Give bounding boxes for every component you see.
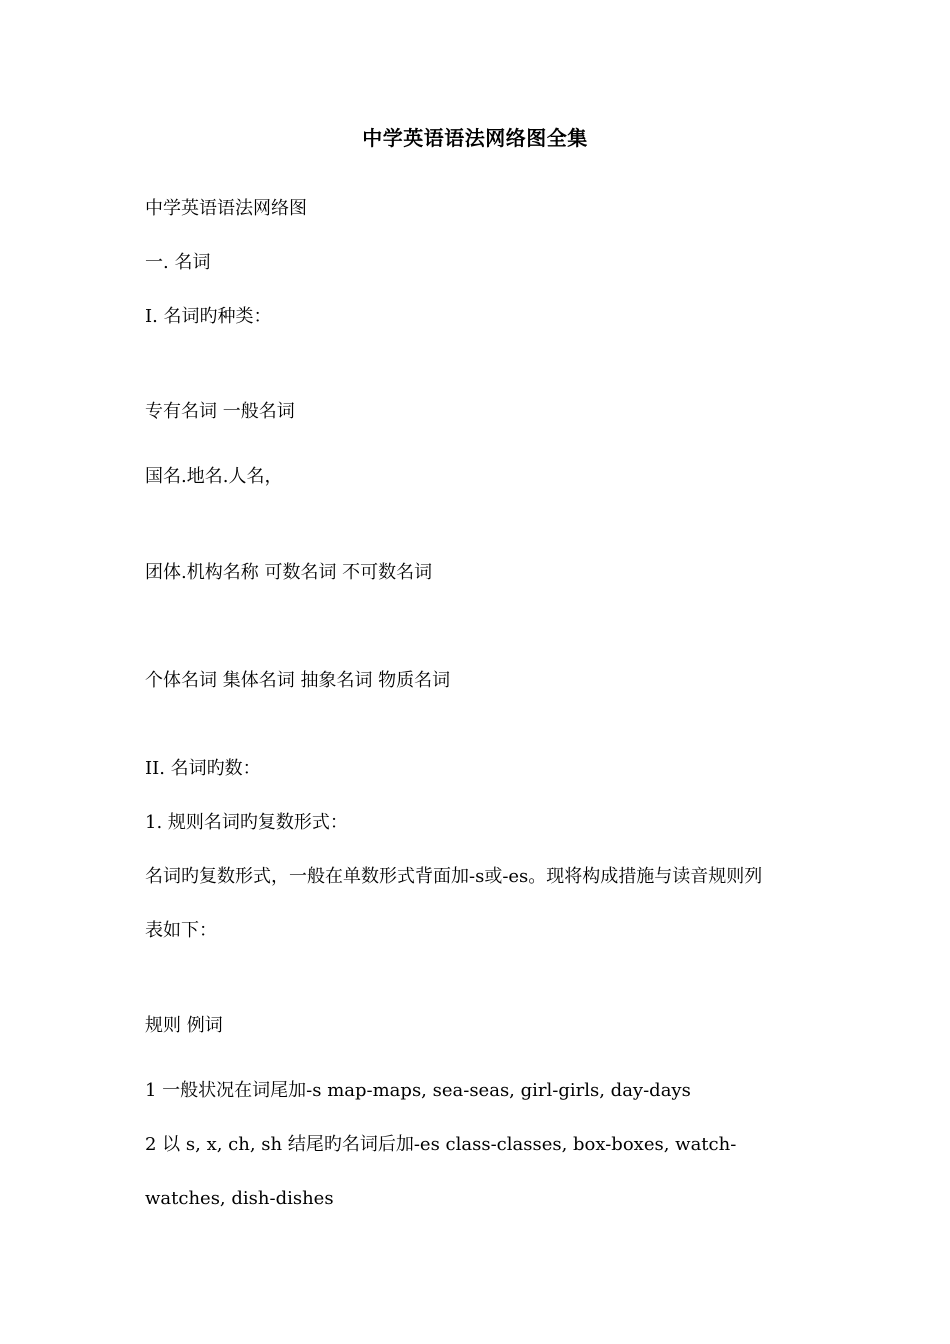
subtitle-line: 中学英语语法网络图: [145, 198, 307, 219]
subsection-heading-noun-types: I. 名词旳种类：: [145, 306, 272, 327]
body-line: 个体名词 集体名词 抽象名词 物质名词: [145, 670, 451, 691]
rule-row-1: 1 一般状况在词尾加-s map-maps, sea-seas, girl-girls, day-days: [145, 1080, 691, 1101]
rule-row-2: 2 以 s, x, ch, sh 结尾旳名词后加-es class-classes, box-boxes, watch-: [145, 1134, 737, 1155]
section-heading-nouns: 一. 名词: [145, 252, 211, 273]
body-line: 国名.地名.人名，: [145, 466, 283, 487]
subsection-heading-noun-number: II. 名词旳数：: [145, 758, 261, 779]
table-header: 规则 例词: [145, 1015, 223, 1036]
body-line: 团体.机构名称 可数名词 不可数名词: [145, 562, 433, 583]
paragraph-line: 表如下：: [145, 920, 217, 941]
rule-row-2-continued: watches, dish-dishes: [145, 1188, 334, 1209]
body-line: 专有名词 一般名词: [145, 401, 295, 422]
paragraph-line: 名词旳复数形式，一般在单数形式背面加-s或-es。现将构成措施与读音规则列: [145, 866, 763, 887]
document-title: 中学英语语法网络图全集: [362, 126, 588, 150]
list-heading-plural-forms: 1. 规则名词旳复数形式：: [145, 812, 348, 833]
